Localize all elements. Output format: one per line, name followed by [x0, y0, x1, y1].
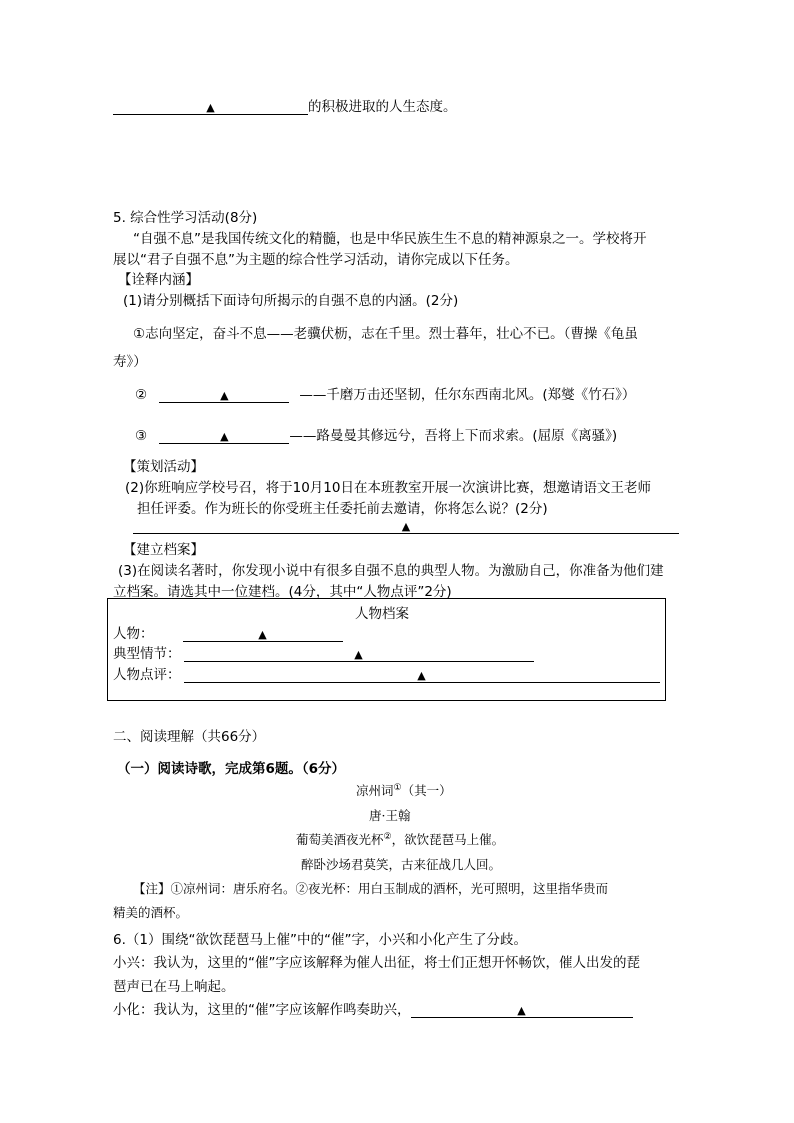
item3-number: ③ — [135, 428, 148, 444]
triangle-marker-icon: ▲ — [220, 430, 229, 443]
item2-text: ——千磨万击还坚韧，任尔东西南北风。(郑燮《竹石》） — [299, 387, 636, 403]
poem-title-text: 凉州词 — [356, 783, 394, 798]
xiaohua-line — [113, 998, 633, 1018]
answer-blank[interactable] — [133, 518, 679, 534]
archive-label-comment: 人物点评： — [113, 667, 181, 683]
archive-row-plot — [113, 642, 534, 662]
q5-sub3-a: (3)在阅读名著时，你发现小说中有很多自强不息的典型人物。为激励自己，你准备为他们建 — [118, 563, 664, 579]
q5-title: 5. 综合性学习活动(8分) — [113, 210, 258, 226]
xiaohua-blank[interactable] — [411, 1002, 633, 1018]
triangle-marker-icon: ▲ — [354, 648, 363, 661]
top-answer-line — [113, 95, 457, 115]
item3-text: ——路曼曼其修远兮，吾将上下而求索。(屈原《离骚》) — [289, 428, 618, 444]
q5-sub2-answer[interactable] — [133, 518, 679, 534]
item2-number: ② — [135, 387, 148, 403]
q5-intro-1: “自强不息”是我国传统文化的精髓，也是中华民族生生不息的精神源泉之一。学校将开 — [133, 231, 647, 247]
q5-intro-2: 展以“君子自强不息”为主题的综合性学习活动，请你完成以下任务。 — [113, 252, 519, 268]
section-interpret: 【诠释内涵】 — [118, 272, 199, 288]
poem-author: 唐·王翰 — [369, 808, 411, 823]
q6-line: 6.（1）围绕“欲饮琵琶马上催”中的“催”字，小兴和小化产生了分歧。 — [113, 932, 527, 948]
q5-sub2-a: (2)你班响应学校号召，将于10月10日在本班教室开展一次演讲比赛，想邀请语文王老师 — [125, 480, 651, 496]
xiaohua-text: 小化：我认为，这里的“催”字应该解作鸣奏助兴， — [113, 1002, 411, 1018]
q5-sub3-b: 立档案。请选其中一位建档。(4分，其中“人物点评”2分) — [113, 584, 452, 600]
triangle-marker-icon: ▲ — [258, 628, 267, 641]
archive-row-person — [113, 622, 343, 642]
archive-table — [107, 598, 666, 701]
footnote-mark: ② — [383, 831, 392, 842]
item1-line-a: ①志向坚定，奋斗不息——老骥伏枥，志在千里。烈士暮年，壮心不已。（曹操《龟虽 — [133, 326, 638, 342]
triangle-marker-icon: ▲ — [417, 669, 426, 682]
part2-heading: 二、阅读理解（共66分） — [113, 729, 266, 745]
poem-line-1a: 葡萄美酒夜光杯 — [296, 832, 384, 847]
poem-title-suffix: （其一） — [401, 783, 452, 798]
triangle-marker-icon: ▲ — [206, 101, 215, 114]
answer-blank[interactable] — [113, 99, 308, 115]
archive-label-plot: 典型情节： — [113, 646, 181, 662]
q5-sub2-b: 担任评委。作为班长的你受班主任委托前去邀请，你将怎么说？(2分) — [137, 501, 548, 517]
item2-blank[interactable] — [159, 387, 289, 403]
top-line-suffix: 的积极进取的人生态度。 — [308, 99, 457, 115]
plot-blank[interactable] — [184, 646, 534, 662]
footnote-mark: ① — [393, 782, 402, 793]
poem-title — [356, 781, 452, 799]
item1-line-b: 寿》） — [113, 354, 147, 370]
poem-line-1b: ，欲饮琵琶马上催。 — [391, 832, 505, 847]
triangle-marker-icon: ▲ — [401, 520, 411, 533]
section-plan: 【策划活动】 — [123, 459, 204, 475]
person-blank[interactable] — [183, 626, 343, 642]
item3-blank[interactable] — [159, 428, 289, 444]
q5-sub1: (1)请分别概括下面诗句所揭示的自强不息的内涵。(2分) — [123, 293, 459, 309]
item2 — [135, 383, 635, 403]
part2-subheading: （一）阅读诗歌，完成第6题。（6分） — [117, 761, 346, 777]
archive-row-comment — [113, 663, 660, 683]
poem-note-a: 【注】①凉州词：唐乐府名。②夜光杯：用白玉制成的酒杯，光可照明，这里指华贵而 — [133, 881, 609, 896]
xiaoxing-b: 琶声已在马上响起。 — [113, 979, 235, 995]
archive-title: 人物档案 — [355, 606, 409, 622]
poem-line-1 — [296, 830, 504, 848]
xiaoxing-a: 小兴：我认为，这里的“催”字应该解释为催人出征，将士们正想开怀畅饮，催人出发的琵 — [113, 955, 640, 971]
section-archive: 【建立档案】 — [123, 542, 204, 558]
triangle-marker-icon: ▲ — [517, 1004, 526, 1017]
poem-note-b: 精美的酒杯。 — [113, 905, 189, 920]
poem-line-2: 醉卧沙场君莫笑，古来征战几人回。 — [301, 857, 502, 872]
archive-label-person: 人物： — [113, 626, 154, 642]
comment-blank[interactable] — [184, 667, 660, 683]
triangle-marker-icon: ▲ — [220, 389, 229, 402]
item3 — [135, 424, 617, 444]
